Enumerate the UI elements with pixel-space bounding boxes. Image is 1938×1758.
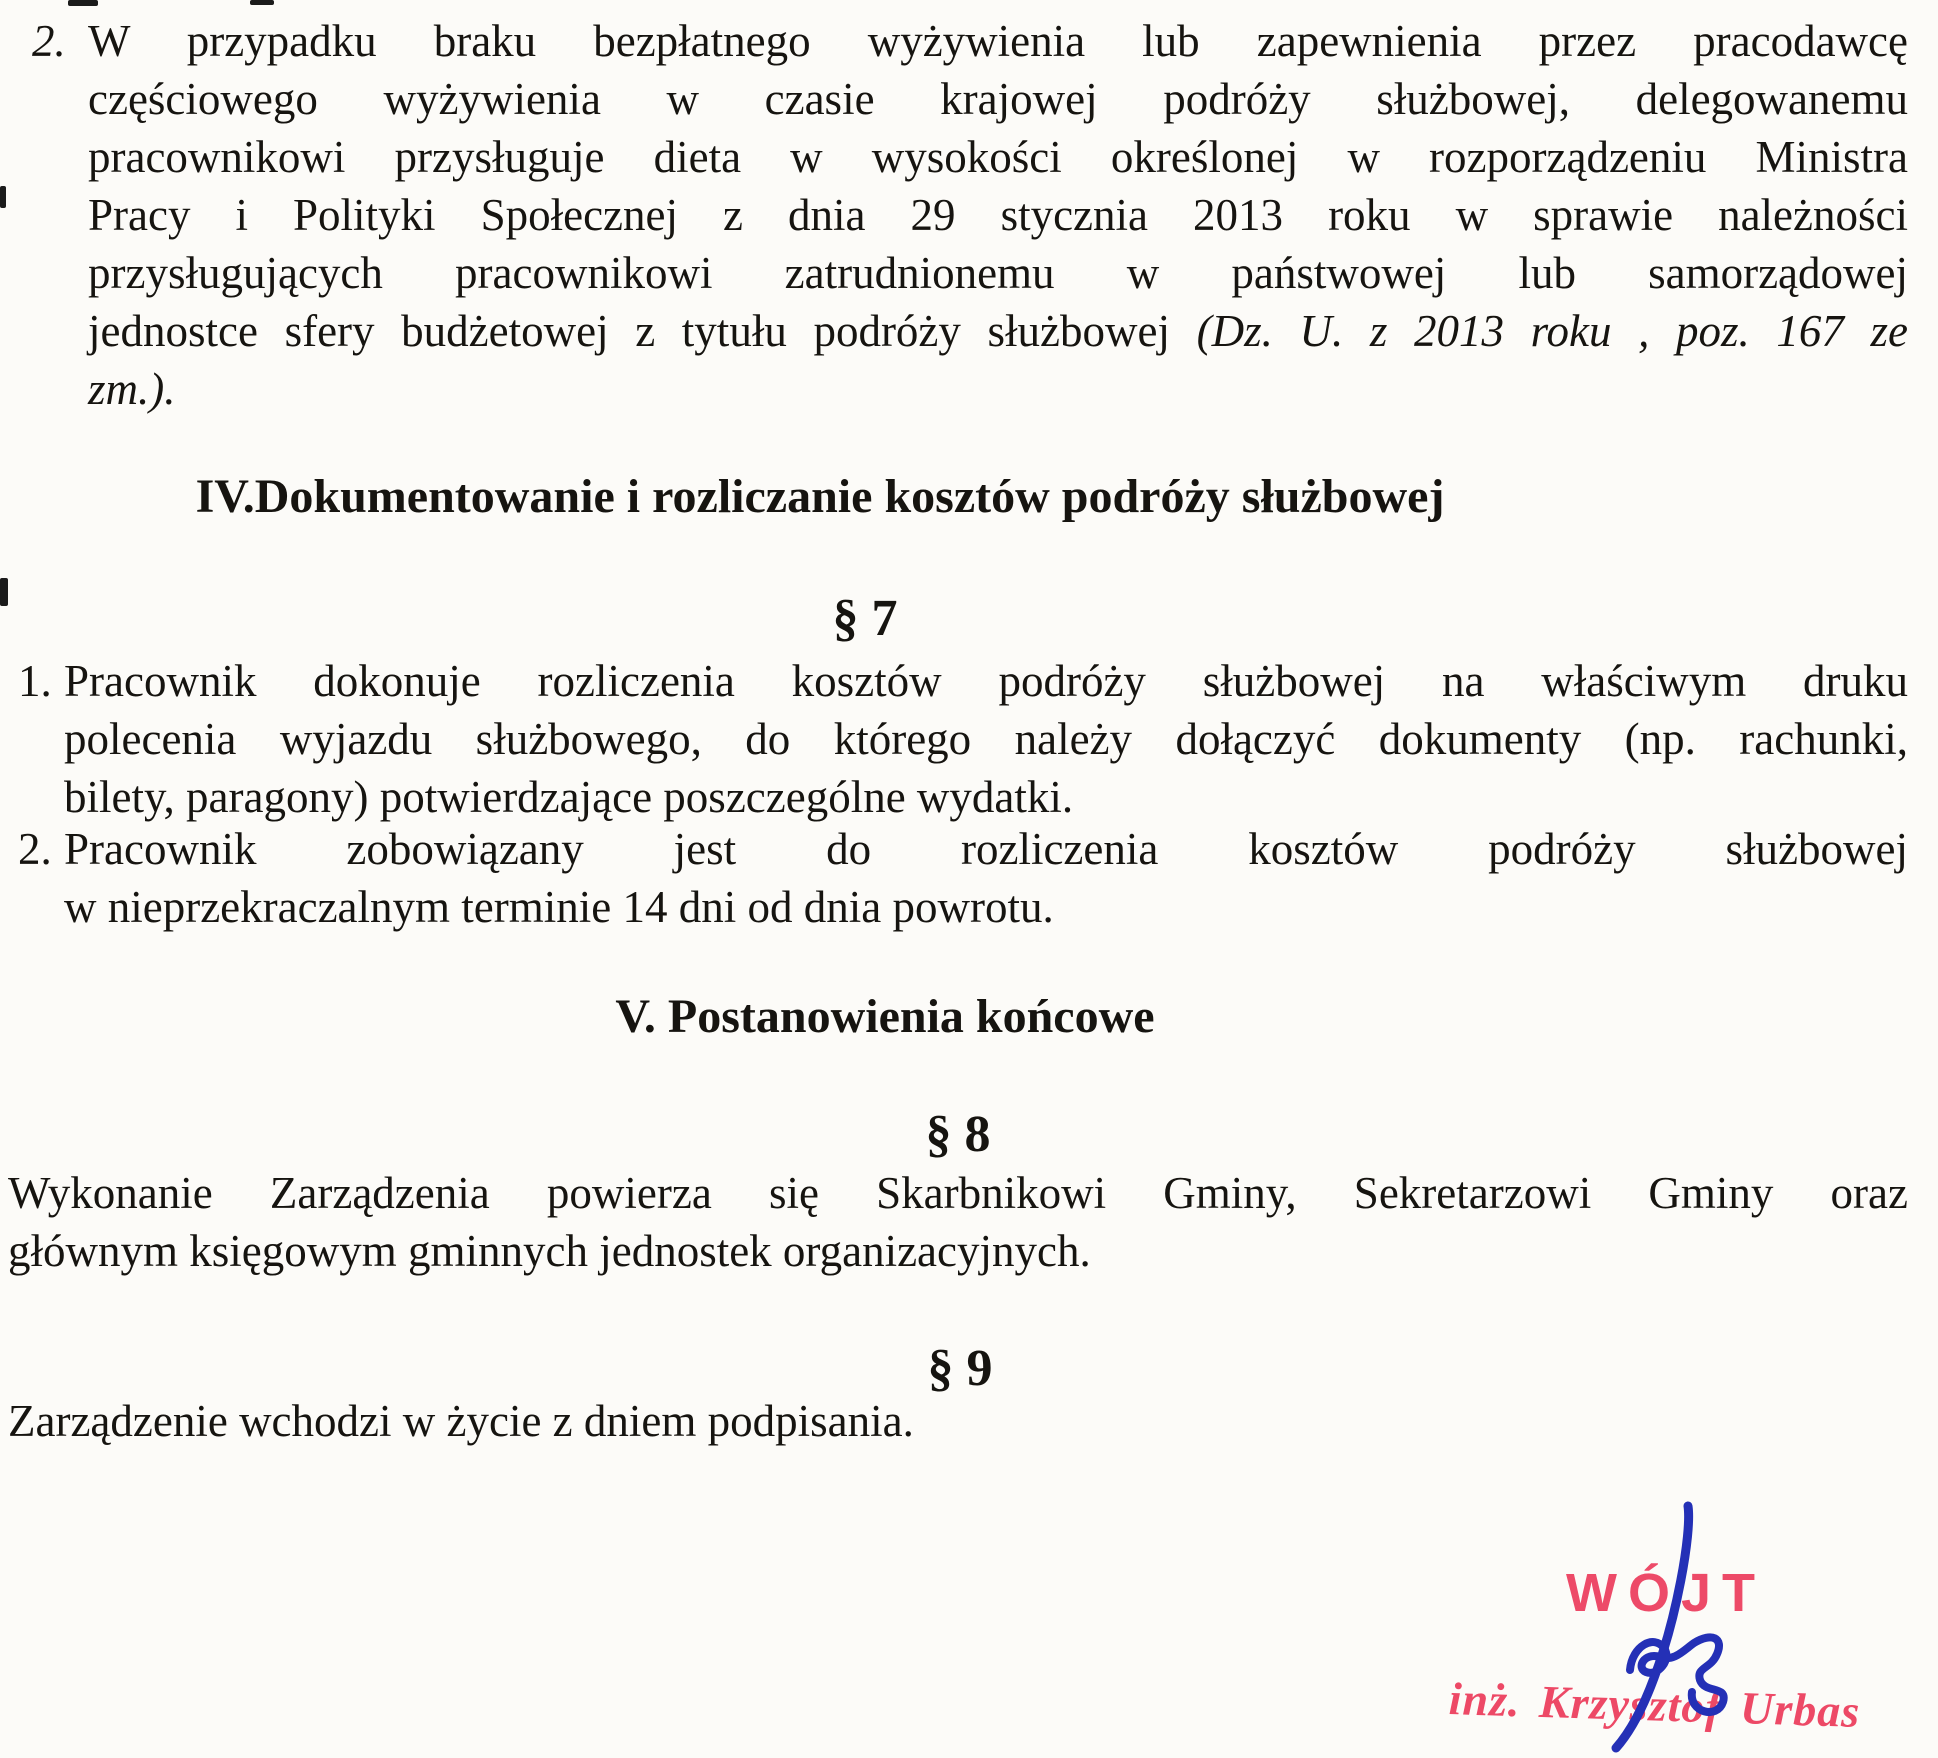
scan-artifact [0, 578, 8, 606]
scan-artifact [68, 0, 98, 6]
text-segment: przysługujących pracownikowi zatrudnionemu w państwowej lub samorządowej [88, 248, 1908, 298]
text-line [88, 128, 1908, 186]
paragraph-label-9: § 9 [927, 1340, 993, 1397]
section-heading-v: V. Postanowienia końcowe [615, 990, 1155, 1043]
text-segment: częściowego wyżywienia w czasie krajowej podróży służbowej, delegowanemu [88, 74, 1908, 124]
paragraph-8 [8, 1164, 1908, 1280]
text-line [88, 12, 1908, 70]
text-line [8, 1164, 1908, 1222]
text-segment: bilety, paragony) potwierdzające poszczególne wydatki. [64, 772, 1074, 822]
list-marker: 2. [18, 824, 52, 874]
text-line [8, 1392, 1908, 1450]
text-segment-italic: (Dz. U. z 2013 roku , poz. 167 ze [1196, 306, 1909, 356]
text-segment: W przypadku braku bezpłatnego wyżywienia lub zapewnienia przez pracodawcę [88, 16, 1908, 66]
text-line [64, 710, 1908, 768]
text-segment: głównym księgowym gminnych jednostek organizacyjnych. [8, 1226, 1091, 1276]
section-heading-iv: IV.Dokumentowanie i rozliczanie kosztów podróży służbowej [195, 470, 1445, 523]
paragraph-9 [8, 1392, 1908, 1450]
list-item-7-1 [8, 652, 1908, 826]
paragraph-text [64, 652, 1908, 826]
text-segment: Pracownik dokonuje rozliczenia kosztów podróży służbowej na właściwym druku [64, 656, 1908, 706]
stamp-name: inż. Krzysztof Urbas [1448, 1673, 1862, 1737]
paragraph-label-8: § 8 [925, 1106, 991, 1163]
signature-ink [1588, 1500, 1768, 1758]
text-segment: polecenia wyjazdu służbowego, do którego należy dołączyć dokumenty (np. rachunki, [64, 714, 1908, 764]
scan-artifact [250, 0, 274, 5]
text-line [88, 70, 1908, 128]
paragraph-label-7: § 7 [832, 590, 898, 647]
text-line [88, 244, 1908, 302]
intro-paragraph [8, 12, 1908, 418]
text-segment: Zarządzenie wchodzi w życie z dniem podpisania. [8, 1396, 914, 1446]
text-segment: Wykonanie Zarządzenia powierza się Skarbnikowi Gminy, Sekretarzowi Gminy oraz [8, 1168, 1908, 1218]
paragraph-text [88, 12, 1908, 418]
list-item-7-2 [8, 820, 1908, 936]
text-line [64, 652, 1908, 710]
text-line [88, 302, 1908, 360]
text-line [88, 186, 1908, 244]
text-line [8, 1222, 1908, 1280]
text-segment: w nieprzekraczalnym terminie 14 dni od dnia powrotu. [64, 882, 1054, 932]
text-line [64, 878, 1908, 936]
text-segment: Pracownik zobowiązany jest do rozliczenia kosztów podróży służbowej [64, 824, 1908, 874]
text-segment-italic: zm.). [88, 364, 176, 414]
scan-artifact [0, 186, 6, 208]
list-marker: 1. [18, 656, 52, 706]
stamp-title: WÓJT [1566, 1563, 1766, 1623]
text-segment: Pracy i Polityki Społecznej z dnia 29 stycznia 2013 roku w sprawie należności [88, 190, 1908, 240]
paragraph-text [64, 820, 1908, 936]
text-line [64, 820, 1908, 878]
text-line [88, 360, 1908, 418]
signature-stroke [1616, 1506, 1689, 1748]
text-segment: pracownikowi przysługuje dieta w wysokości określonej w rozporządzeniu Ministra [88, 132, 1908, 182]
text-line [64, 768, 1908, 826]
list-marker: 2. [32, 16, 66, 66]
text-segment: jednostce sfery budżetowej z tytułu podróży służbowej [88, 306, 1197, 356]
